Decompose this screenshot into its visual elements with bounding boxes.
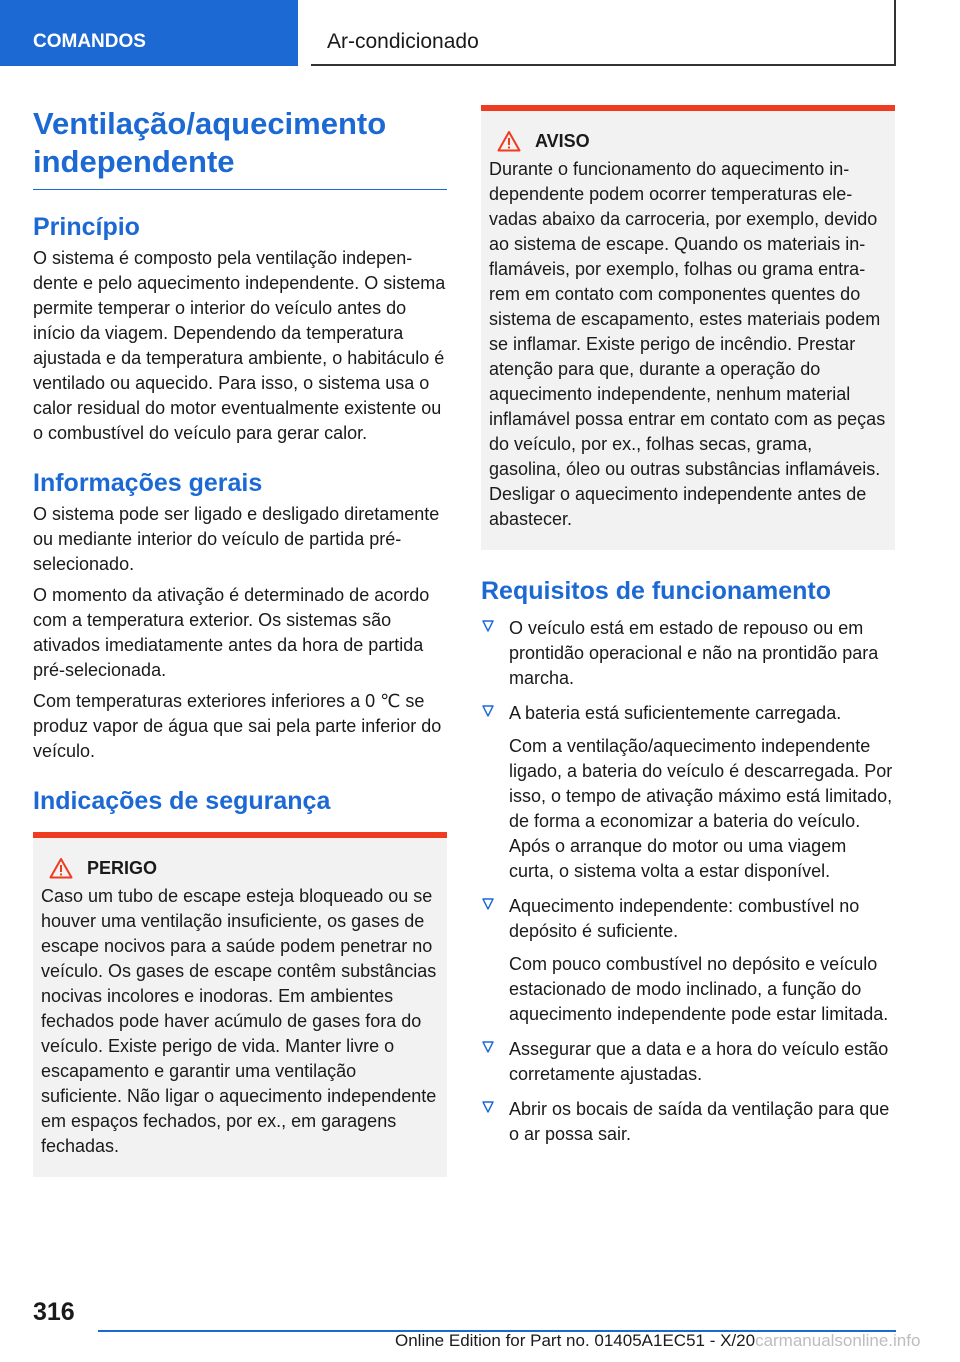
triangle-bullet-icon	[481, 896, 495, 914]
warning-triangle-icon	[49, 857, 73, 879]
heading-informacoes: Informações gerais	[33, 469, 263, 497]
list-item	[481, 894, 895, 1027]
requisito-text: A bateria está suficientemente carregada.	[509, 703, 842, 723]
page-number: 316	[33, 1298, 75, 1326]
aviso-box	[481, 105, 895, 550]
informacoes-paragraph-3: Com temperaturas exteriores inferiores a 0 ℃ se produz vapor de água que sai pela parte inferior do veículo.	[33, 691, 442, 761]
list-item	[481, 701, 895, 884]
list-item	[481, 1097, 895, 1147]
triangle-bullet-icon	[481, 703, 495, 721]
heading-requisitos: Requisitos de funcionamento	[481, 577, 832, 605]
perigo-text: Caso um tubo de escape esteja bloqueado ou se houver uma ventilação insuficiente, os gases de escape nocivos para a saúde podem penetrar no veículo. Os gases de escape contêm substâncias nocivas incolores e inodoras. Em ambientes fechados pode haver acúmulo de gases fora do veículo. Existe perigo de vida. Manter livre o escapamento e garantir uma ventilação suficiente. Não ligar o aquecimento independente em espaços fechados, por ex., em garagens fechadas.	[41, 886, 437, 1156]
heading-principio: Princípio	[33, 213, 140, 241]
perigo-box	[33, 832, 447, 1177]
requisito-text: Aquecimento independente: combustível no depósito é suficiente.	[509, 896, 860, 941]
list-item	[481, 616, 895, 691]
informacoes-paragraph-1: O sistema pode ser ligado e desligado diretamente ou mediante interior do veículo de partida pré-selecionado.	[33, 504, 440, 574]
requisito-text: O veículo está em estado de repouso ou em prontidão operacional e não na prontidão para marcha.	[509, 618, 879, 688]
watermark-text: carmanualsonline.info	[755, 1331, 921, 1350]
perigo-header	[41, 856, 439, 880]
aviso-label: AVISO	[535, 131, 590, 151]
triangle-bullet-icon	[481, 618, 495, 636]
right-column	[481, 105, 895, 1157]
principio-text: O sistema é composto pela ventilação independente e pelo aquecimento independente. O sistema permite temperar o interior do veículo antes do início da viagem. Dependendo da temperatura ajustada e da temperatura ambiente, o habitáculo é ventilado ou aquecido. Para isso, o sistema usa o calor residual do motor eventualmente existente ou o combustível do veículo para gerar calor.	[33, 248, 446, 443]
informacoes-paragraph-2: O momento da ativação é determinado de acordo com a temperatura exterior. Os sistemas são ativados imediatamente antes da hora de partida pré-selecionada.	[33, 585, 430, 680]
warning-triangle-icon	[497, 130, 521, 152]
list-item	[481, 1037, 895, 1087]
left-column	[33, 105, 447, 1177]
footer-edition	[395, 1331, 921, 1351]
requisito-text: Abrir os bocais de saída da ventilação para que o ar possa sair.	[509, 1099, 890, 1144]
section-tab: COMANDOS	[0, 0, 298, 66]
page-header	[0, 0, 960, 66]
requisitos-list	[481, 616, 895, 1147]
aviso-text: Durante o funcionamento do aquecimento independente podem ocorrer temperaturas elevadas abaixo da carroceria, por exemplo, devido ao sistema de escape. Quando os materiais inflamáveis, por exemplo, folhas ou grama entrarem em contato com componentes quentes do sistema de escapamento, estes materiais podem se inflamar. Existe perigo de incêndio. Prestar atenção para que, durante a operação do aquecimento independente, nenhum material inflamável possa entrar em contato com as peças do veículo, por ex., folhas secas, grama, gasolina, óleo ou outras substâncias inflamáveis. Desligar o aquecimento independente antes de abastecer.	[489, 159, 886, 529]
aviso-header	[489, 129, 887, 153]
requisito-note: Com a ventilação/aquecimento independente ligado, a bateria do veículo é descarregada. Por isso, o tempo de ativação máximo está limitado, de forma a economizar a bateria do veículo. Após o arranque do motor ou uma viagem curta, o sistema volta a estar disponível.	[509, 736, 893, 881]
page-title: Ventilação/aquecimento independente	[33, 105, 447, 190]
requisito-note: Com pouco combustível no depósito e veículo estacionado de modo inclinado, a função do aquecimento independente pode estar limitada.	[509, 954, 889, 1024]
heading-seguranca: Indicações de segurança	[33, 787, 331, 815]
edition-text: Online Edition for Part no. 01405A1EC51 - X/20	[395, 1331, 756, 1350]
chapter-title: Ar-condicionado	[311, 0, 896, 66]
requisito-text: Assegurar que a data e a hora do veículo estão corretamente ajustadas.	[509, 1039, 889, 1084]
triangle-bullet-icon	[481, 1039, 495, 1057]
perigo-label: PERIGO	[87, 858, 158, 878]
triangle-bullet-icon	[481, 1099, 495, 1117]
